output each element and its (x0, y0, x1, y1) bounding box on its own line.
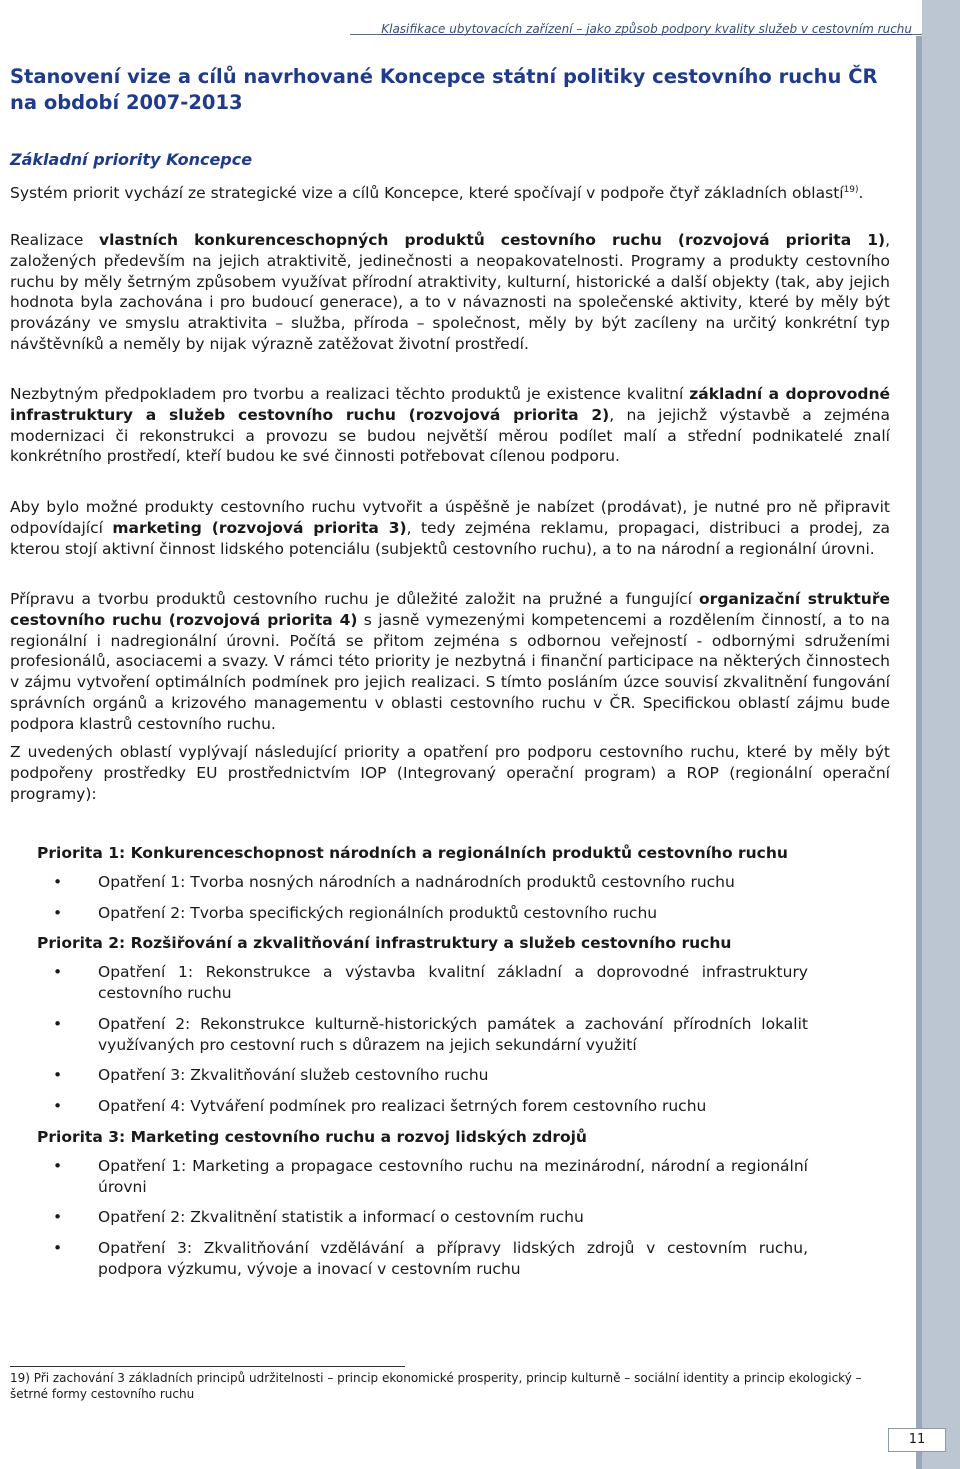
measure-text: Opatření 2: Zkvalitnění statistik a informací o cestovním ruchu (98, 1208, 584, 1227)
footnote-divider (10, 1366, 405, 1367)
paragraph-text: Nezbytným předpokladem pro tvorbu a realizaci těchto produktů je existence kvalitní (10, 385, 690, 403)
page-title: Stanovení vize a cílů navrhované Koncepce státní politiky cestovního ruchu ČR na období 2007-2013 (10, 65, 878, 114)
paragraph-priority-4 (10, 589, 890, 735)
bullet: • (53, 903, 63, 922)
priority-emphasis: organizační struktuře cestovního ruchu (rozvojová priorita 4) (10, 590, 890, 629)
paragraph-priority-3 (10, 497, 890, 559)
list-item (37, 1156, 897, 1198)
priority-heading: Priorita 3: Marketing cestovního ruchu a rozvoj lidských zdrojů (37, 1127, 587, 1146)
priority-heading: Priorita 2: Rozšiřování a zkvalitňování infrastruktury a služeb cestovního ruchu (37, 934, 732, 953)
page-number: 11 (888, 1428, 946, 1452)
measure-text: Opatření 3: Zkvalitňování vzdělávání a přípravy lidských zdrojů v cestovním ruchu, podpora výzkumu, vývoje a inovací v cestovním ruchu (98, 1239, 808, 1278)
paragraph-text: s jasně vymezenými kompetencemi a rozdělením činností, a to na regionální i nadregionální úrovni. Počítá se přitom zejména s odbornou veřejností - odbornými sdruženími profesionálů, asociacemi a svazy. V rámci této priority je nezbytná i finanční participace na některých činnostech v zájmu vytvoření optimálních podmínek pro jejich realizaci. S tímto posláním úzce souvisí zkvalitnění fungování správních orgánů a krizového managementu v oblasti cestovního ruchu v ČR. Specifickou oblastí zájmu bude podpora klastrů cestovního ruchu. (10, 610, 890, 733)
list-item (37, 1207, 897, 1228)
measure-text: Opatření 3: Zkvalitňování služeb cestovního ruchu (98, 1066, 489, 1085)
bullet: • (53, 1208, 63, 1227)
priority-heading: Priorita 1: Konkurenceschopnost národních a regionálních produktů cestovního ruchu (37, 844, 788, 862)
list-item (37, 1238, 897, 1280)
priority-emphasis: marketing (rozvojová priorita 3) (112, 518, 407, 537)
measure-text: Opatření 1: Rekonstrukce a výstavba kvalitní základní a doprovodné infrastruktury cestovního ruchu (98, 963, 808, 1002)
paragraph-summary: Z uvedených oblastí vyplývají následující priority a opatření pro podporu cestovního ruchu, které by měly být podpořeny prostředky EU prostřednictvím IOP (Integrovaný operační program) a ROP (regionální operační programy): (10, 743, 890, 803)
list-item (37, 1014, 897, 1056)
paragraph-text: , tedy zejména reklamu, propagaci, distribuci a prodej, za kterou stojí aktivní činnost lidského potenciálu (subjektů cestovního ruchu), a to na národní a regionální úrovni. (10, 518, 890, 558)
bullet: • (53, 963, 63, 982)
bullet: • (53, 1097, 63, 1116)
bullet: • (53, 1014, 63, 1033)
paragraph-priority-1 (10, 230, 890, 355)
paragraph-intro (10, 180, 890, 204)
paragraph-text: Systém priorit vychází ze strategické vize a cílů Koncepce, které spočívají v podpoře čtyř základních oblastí (10, 184, 844, 203)
paragraph-text: , na jejichž výstavbě a zejména modernizaci či rekonstrukci a provozu se budou největší měrou podílet malí a střední podnikatelé znalí konkrétního prostředí, kteří budou ke své činnosti potřebovat cílenou podporu. (10, 405, 890, 466)
bullet: • (53, 872, 63, 891)
list-item (37, 903, 897, 924)
section-heading: Základní priority Koncepce (10, 150, 253, 169)
bullet: • (53, 1239, 63, 1258)
priority-block-3 (37, 1127, 897, 1280)
paragraph-text: Realizace (10, 231, 99, 249)
priority-block-1 (37, 843, 897, 923)
bullet: • (53, 1066, 63, 1085)
priorities-list (37, 843, 897, 1290)
measure-text: Opatření 2: Tvorba specifických regionálních produktů cestovního ruchu (98, 903, 658, 922)
running-head: Klasifikace ubytovacích zařízení – jako způsob podpory kvality služeb v cestovním ruchu (381, 22, 912, 36)
right-margin-bar (922, 0, 960, 1469)
bullet: • (53, 1156, 63, 1175)
list-item (37, 872, 897, 893)
paragraph-end: . (858, 184, 864, 203)
measure-text: Opatření 1: Marketing a propagace cestovního ruchu na mezinárodní, národní a regionální úrovni (98, 1156, 808, 1196)
paragraph-text: Přípravu a tvorbu produktů cestovního ruchu je důležité založit na pružné a fungující (10, 590, 700, 608)
priority-emphasis: základní a doprovodné infrastruktury a služeb cestovního ruchu (rozvojová priorita 2) (10, 385, 890, 424)
measure-text: Opatření 4: Vytváření podmínek pro realizaci šetrných forem cestovního ruchu (98, 1097, 707, 1116)
paragraph-text: Aby bylo možné produkty cestovního ruchu vytvořit a úspěšně je nabízet (prodávat), je nutné pro ně připravit odpovídající (10, 498, 890, 537)
margin-divider (916, 36, 922, 1469)
measure-text: Opatření 2: Rekonstrukce kulturně-historických památek a zachování přírodních lokalit využívaných pro cestovní ruch s důrazem na jejich sekundární využití (98, 1014, 808, 1054)
list-item (37, 1096, 897, 1117)
footnote: 19) Při zachování 3 základních principů udržitelnosti – princip ekonomické prosperity, princip kulturně – sociální identity a princip ekologický – šetrné formy cestovního ruchu (10, 1371, 862, 1401)
measure-text: Opatření 1: Tvorba nosných národních a nadnárodních produktů cestovního ruchu (98, 872, 735, 891)
footnote-ref: 19) (843, 185, 859, 195)
priority-block-2 (37, 933, 897, 1117)
paragraph-priority-2 (10, 384, 890, 467)
paragraph-text: , založených především na jejich atraktivitě, jedinečnosti a neopakovatelnosti. Programy a produkty cestovního ruchu by měly šetrným způsobem využívat přírodní atraktivity, kulturní, historické a další objekty (tak, aby jejich hodnota byla zachována i pro budoucí generace), a to v návaznosti na společenské aktivity, které by měly být provázány ve smyslu atraktivita – služba, příroda – společnost, měly by být zacíleny na určitý konkrétní typ návštěvníků a neměly by nijak výrazně zatěžovat životní prostředí. (10, 231, 890, 353)
priority-emphasis: vlastních konkurenceschopných produktů cestovního ruchu (rozvojová priorita 1) (98, 231, 886, 249)
list-item (37, 1065, 897, 1086)
list-item (37, 962, 897, 1004)
